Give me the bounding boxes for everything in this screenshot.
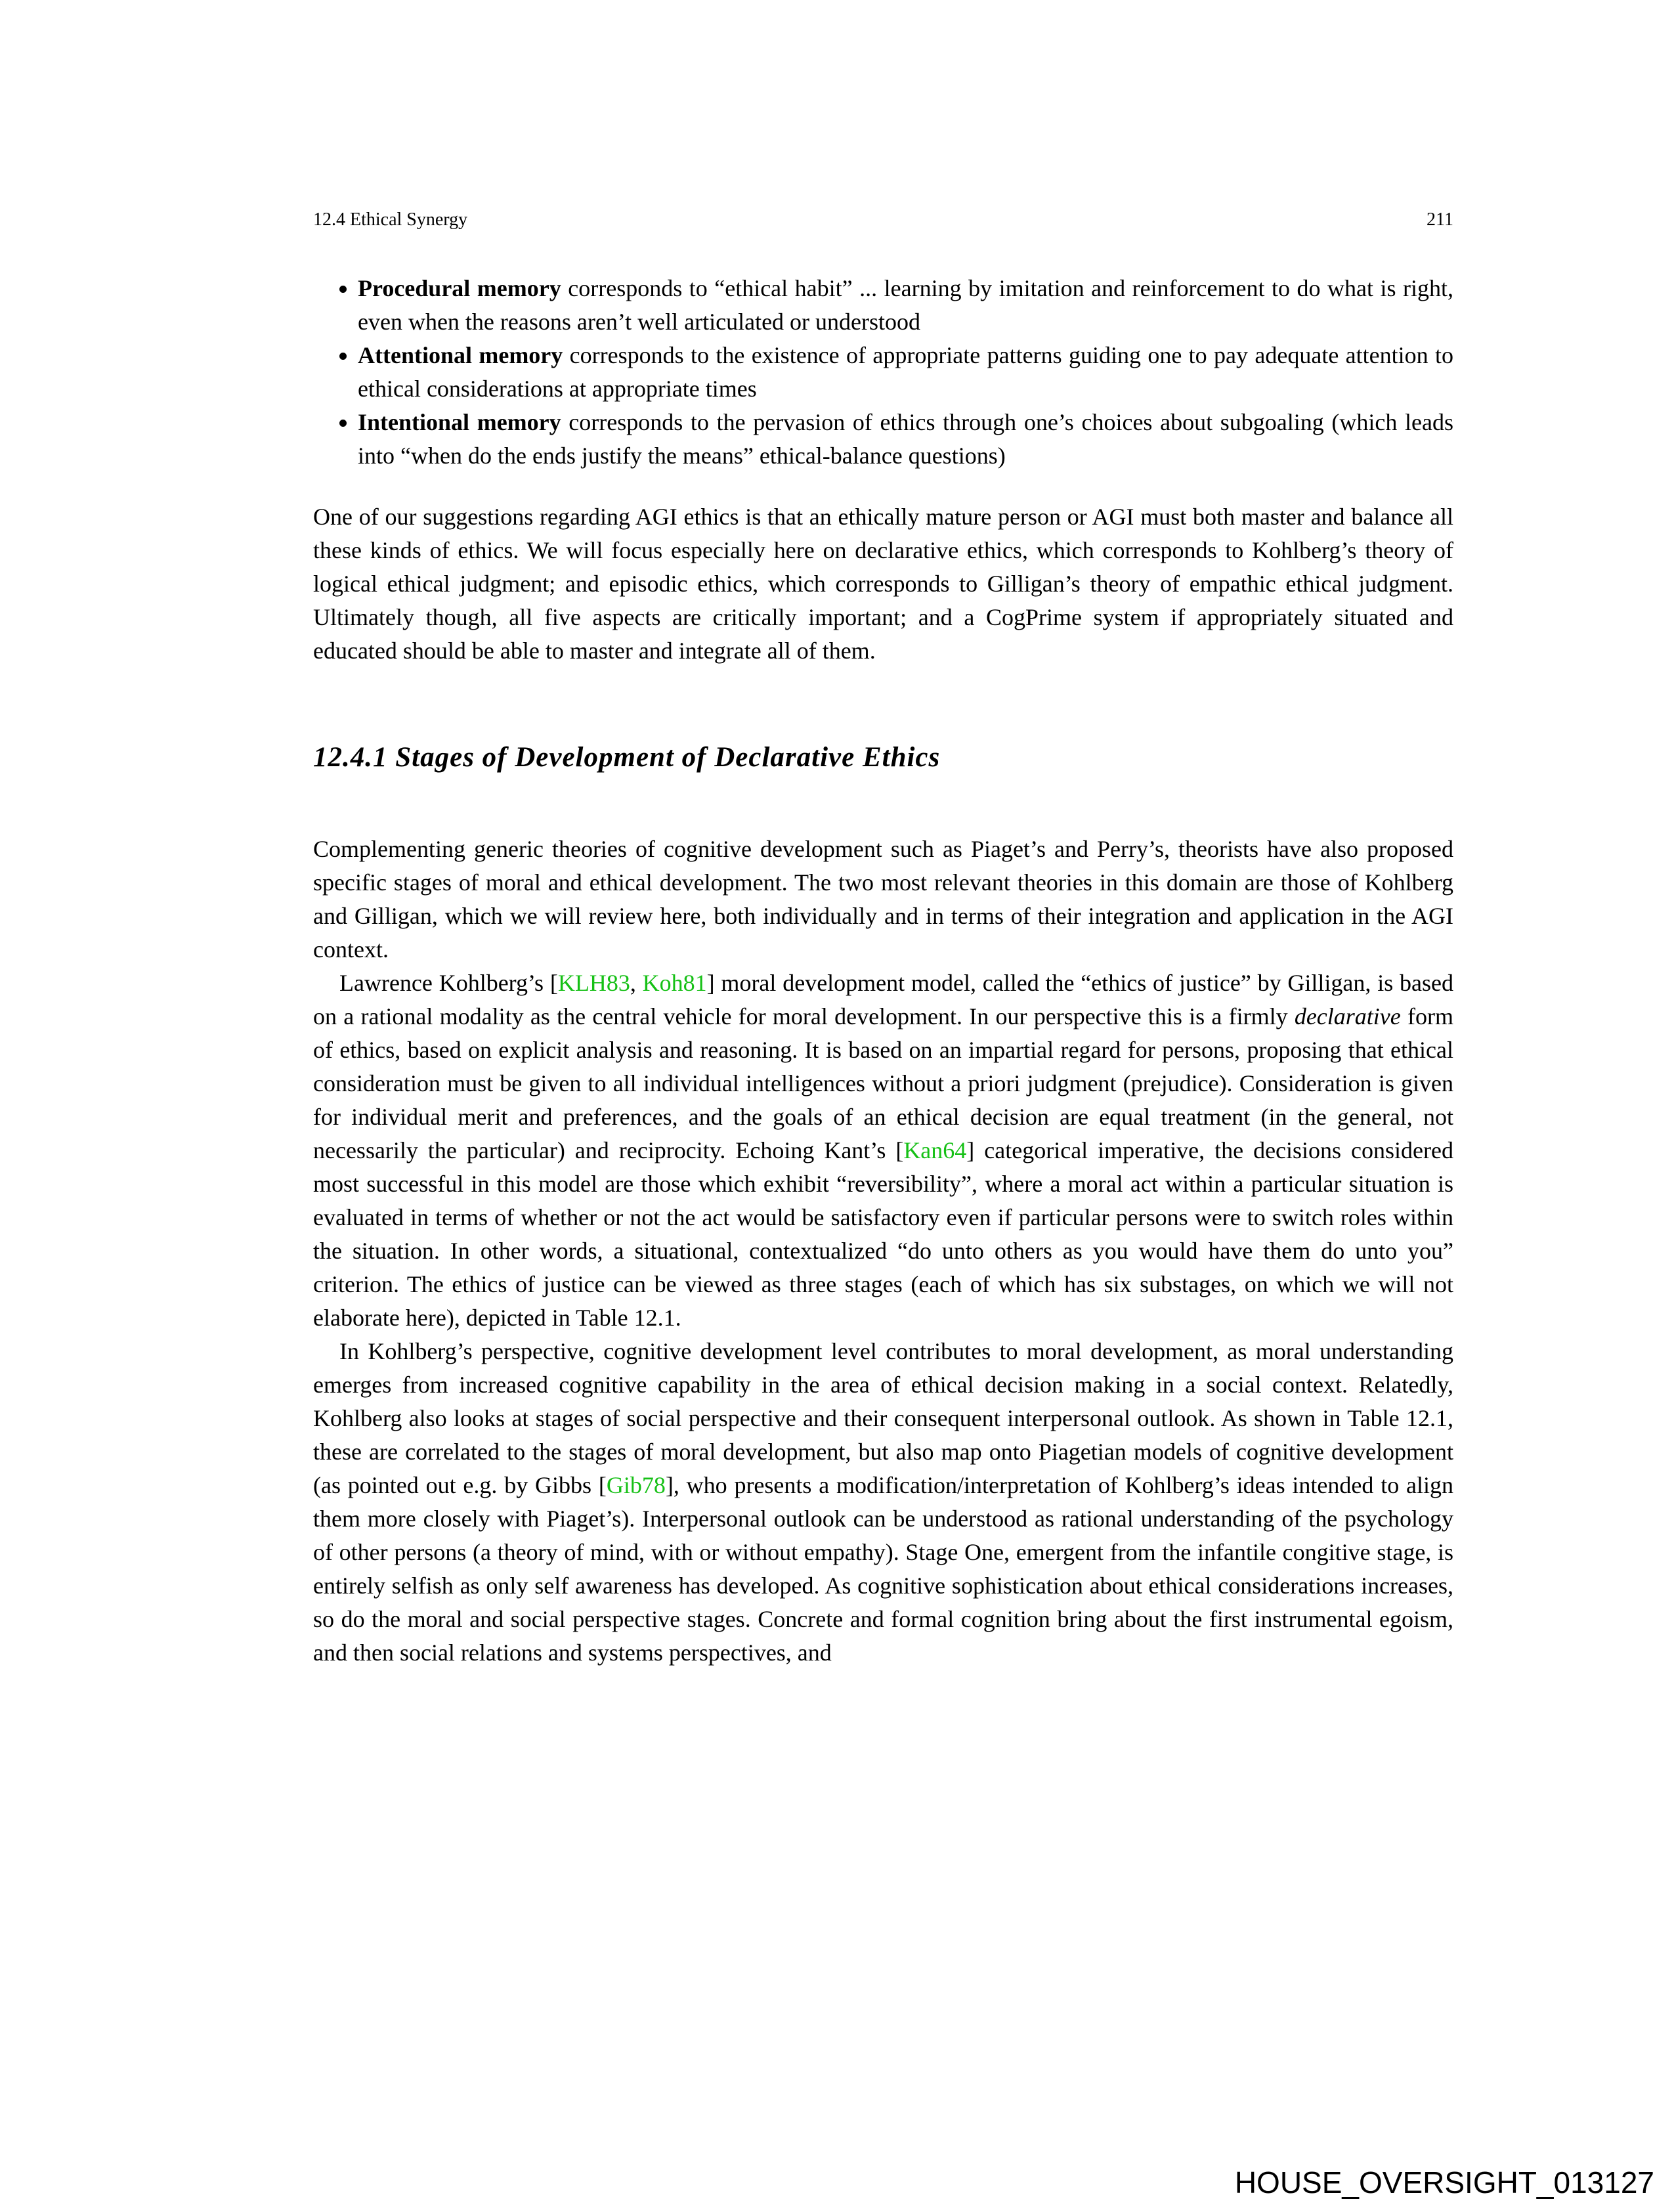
paragraph-kohlberg-model (313, 966, 1453, 1335)
list-item-text: corresponds to the pervasion of ethics through one’s choices about subgoaling (which leads into “when do the ends justify the means” ethical-balance questions) (358, 409, 1454, 469)
emphasized-word-declarative: declarative (1294, 1003, 1401, 1030)
list-item-attentional-memory (358, 339, 1453, 406)
paragraph-text: form of ethics, based on explicit analysis and reasoning. It is based on an impartial regard for persons, proposing that ethical consideration must be given to all individual intelligences without a priori judgment (prejudice). Consideration is given for individual merit and preferences, and the goals of an ethical decision are equal treatment (in the general, not necessarily the particular) and reciprocity. Echoing Kant’s [ (313, 1003, 1453, 1163)
bates-number-watermark: HOUSE_OVERSIGHT_013127 (1234, 2165, 1654, 2200)
paragraph-text: ] categorical imperative, the decisions considered most successful in this model are those which exhibit “reversibility”, where a moral act within a particular situation is evaluated in terms of whether or not the act would be satisfactory even if particular persons were to switch roles within the situation. In other words, a situational, contextualized “do unto others as you would have them do unto you” criterion. The ethics of justice can be viewed as three stages (each of which has six substages, on which we will not elaborate here), depicted in Table 12.1. (313, 1137, 1453, 1331)
paragraph-text: Complementing generic theories of cognitive development such as Piaget’s and Perry’s, theorists have also proposed specific stages of moral and ethical development. The two most relevant theories in this domain are those of Kohlberg and Gilligan, which we will review here, both individually and in terms of their integration and application in the AGI context. (313, 836, 1453, 963)
header-section-title: 12.4 Ethical Synergy (313, 209, 468, 230)
subsection-heading: 12.4.1 Stages of Development of Declarative Ethics (313, 742, 941, 773)
memory-types-list (313, 272, 1453, 473)
list-item-term: Attentional memory (358, 342, 563, 368)
list-item-text: corresponds to the existence of appropriate patterns guiding one to pay adequate attention to ethical considerations at appropriate times (358, 342, 1454, 402)
paragraph-text: In Kohlberg’s perspective, cognitive development level contributes to moral development, as moral understanding emerges from increased cognitive capability in the area of ethical decision making in a social context. Relatedly, Kohlberg also looks at stages of social perspective and their consequent interpersonal outlook. As shown in Table 12.1, these are correlated to the stages of moral development, but also map onto Piagetian models of cognitive development (as pointed out e.g. by Gibbs [ (313, 1338, 1453, 1498)
paragraph-complementing (313, 833, 1453, 966)
header-page-number: 211 (1427, 209, 1453, 230)
paragraph-text: One of our suggestions regarding AGI ethics is that an ethically mature person or AGI must both master and balance all these kinds of ethics. We will focus especially here on declarative ethics, which corresponds to Kohlberg’s theory of logical ethical judgment; and episodic ethics, which corresponds to Gilligan’s theory of empathic ethical judgment. Ultimately though, all five aspects are critically important; and a CogPrime system if appropriately situated and educated should be able to master and integrate all of them. (313, 504, 1453, 664)
list-item-text: corresponds to “ethical habit” ... learning by imitation and reinforcement to do what is right, even when the reasons aren’t well articulated or understood (358, 275, 1454, 335)
list-item-intentional-memory (358, 406, 1453, 473)
running-header (313, 209, 1453, 231)
citation-gib78-link[interactable]: Gib78 (606, 1472, 666, 1498)
intro-paragraph (313, 500, 1453, 668)
list-item-term: Intentional memory (358, 409, 561, 435)
paragraph-kohlberg-perspective (313, 1335, 1453, 1670)
paragraph-text: , (630, 970, 643, 996)
paragraph-text: ], who presents a modification/interpretation of Kohlberg’s ideas intended to align them more closely with Piaget’s). Interpersonal outlook can be understood as rational understanding of the psychology of other persons (a theory of mind, with or without empathy). Stage One, emergent from the infantile congitive stage, is entirely selfish as only self awareness has developed. As cognitive sophistication about ethical considerations increases, so do the moral and social perspective stages. Concrete and formal cognition bring about the first instrumental egoism, and then social relations and systems perspectives, and (313, 1472, 1454, 1666)
citation-kan64-link[interactable]: Kan64 (903, 1137, 967, 1163)
paragraph-text: ] moral development model, called the “ethics of justice” by Gilligan, is based on a rational modality as the central vehicle for moral development. In our perspective this is a firmly (313, 970, 1453, 1030)
paragraph-text: Lawrence Kohlberg’s [ (339, 970, 558, 996)
list-item-procedural-memory (358, 272, 1453, 339)
list-item-term: Procedural memory (358, 275, 561, 301)
citation-klh83-link[interactable]: KLH83 (557, 970, 630, 996)
citation-koh81-link[interactable]: Koh81 (642, 970, 707, 996)
text-column (313, 209, 1453, 1670)
